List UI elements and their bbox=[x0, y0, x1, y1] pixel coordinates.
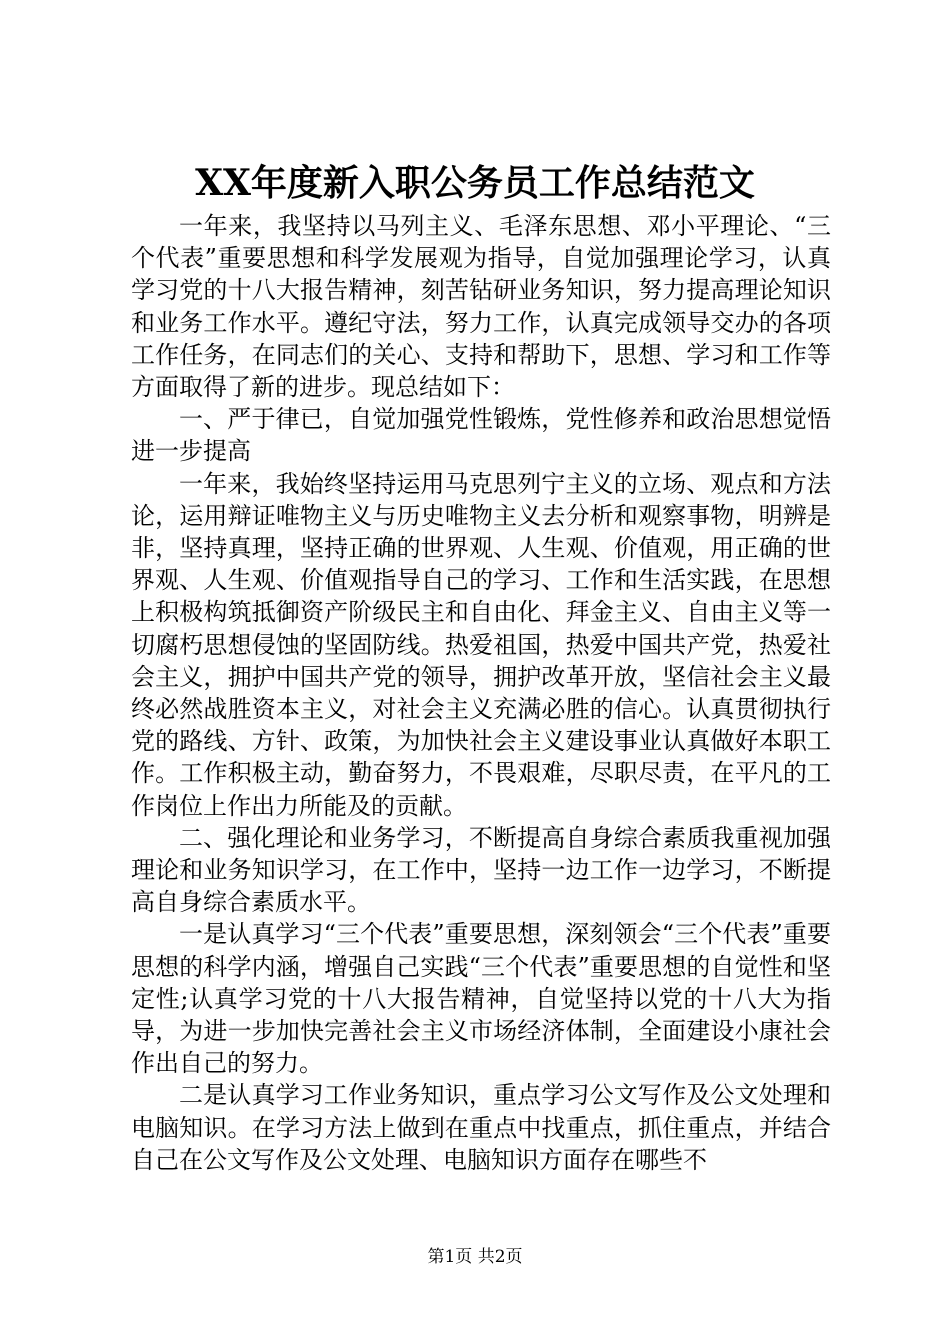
paragraph-heading-1: 一、严于律已，自觉加强党性锻炼，党性修养和政治思想觉悟进一步提高 bbox=[131, 405, 831, 466]
document-title: XX年度新入职公务员工作总结范文 bbox=[195, 162, 755, 204]
paragraph-theory-study: 一是认真学习“三个代表”重要思想，深刻领会“三个代表”重要思想的科学内涵，增强自己实践“三个代表”重要思想的自觉性和坚定性;认真学习党的十八大报告精神，自觉坚持以党的十八大为指导，为进一步加快完善社会主义市场经济体制，全面建设小康社会作出自己的努力。 bbox=[131, 920, 831, 1078]
paragraph-heading-2: 二、强化理论和业务学习，不断提高自身综合素质我重视加强理论和业务知识学习，在工作中，坚持一边工作一边学习，不断提高自身综合素质水平。 bbox=[131, 823, 831, 917]
paragraph-intro: 一年来，我坚持以马列主义、毛泽东思想、邓小平理论、“三个代表”重要思想和科学发展观为指导，自觉加强理论学习，认真学习党的十八大报告精神，刻苦钻研业务知识，努力提高理论知识和业务工作水平。遵纪守法，努力工作，认真完成领导交办的各项工作任务，在同志们的关心、支持和帮助下，思想、学习和工作等方面取得了新的进步。现总结如下： bbox=[131, 212, 831, 402]
document-body bbox=[131, 210, 831, 1176]
paragraph-business-study: 二是认真学习工作业务知识，重点学习公文写作及公文处理和电脑知识。在学习方法上做到在重点中找重点，抓住重点，并结合自己在公文写作及公文处理、电脑知识方面存在哪些不 bbox=[131, 1081, 831, 1174]
paragraph-political: 一年来，我始终坚持运用马克思列宁主义的立场、观点和方法论，运用辩证唯物主义与历史唯物主义去分析和观察事物，明辨是非，坚持真理，坚持正确的世界观、人生观、价值观，用正确的世界观、人生观、价值观指导自己的学习、工作和生活实践，在思想上积极构筑抵御资产阶级民主和自由化、拜金主义、自由主义等一切腐朽思想侵蚀的坚固防线。热爱祖国，热爱中国共产党，热爱社会主义，拥护中国共产党的领导，拥护改革开放，坚信社会主义最终必然战胜资本主义，对社会主义充满必胜的信心。认真贯彻执行党的路线、方针、政策，为加快社会主义建设事业认真做好本职工作。工作积极主动，勤奋努力，不畏艰难，尽职尽责，在平凡的工作岗位上作出力所能及的贡献。 bbox=[131, 469, 831, 820]
page-number-footer: 第1页 共2页 bbox=[427, 1247, 523, 1267]
